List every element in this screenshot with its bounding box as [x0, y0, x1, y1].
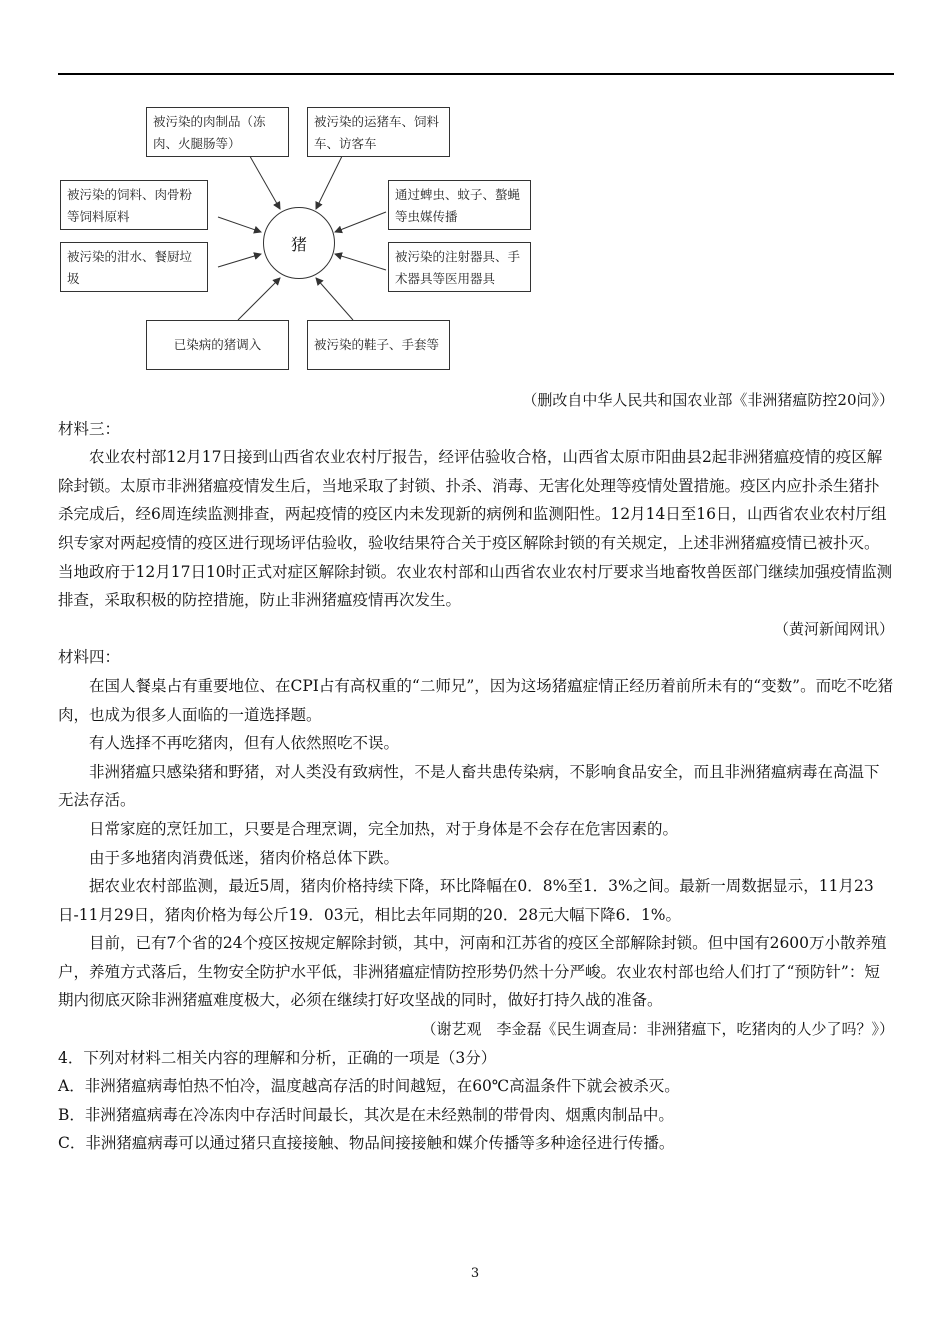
source-box-infected-pigs: 已染病的猪调入 [146, 320, 289, 370]
source-box-feed: 被污染的饲料、肉骨粉等饲料原料 [60, 180, 208, 230]
arrow-3 [218, 217, 261, 232]
transmission-diagram [58, 92, 538, 382]
material4-paragraph: 据农业农村部监测，最近5周，猪肉价格持续下降，环比降幅在0．8%至1．3%之间。最新一周数据显示，11月23日-11月29日，猪肉价格为每公斤19．03元，相比去年同期的20．28元大幅下降6．1%。 [58, 877, 874, 924]
source-box-insects: 通过蜱虫、蚊子、螯蝇等虫媒传播 [388, 180, 531, 230]
material4-paragraph: 由于多地猪肉消费低迷，猪肉价格总体下跌。 [89, 848, 400, 867]
material4-source: （谢艺观 李金磊《民生调查局：非洲猪瘟下，吃猪肉的人少了吗？》） [421, 1020, 894, 1039]
article-body [58, 386, 894, 1158]
material3-heading: 材料三： [58, 419, 121, 438]
source-box-meat: 被污染的肉制品（冻肉、火腿肠等） [146, 107, 289, 157]
source-box-vehicles: 被污染的运猪车、饲料车、访客车 [307, 107, 450, 157]
pig-center-node: 猪 [263, 207, 335, 279]
material4-paragraph: 有人选择不再吃猪肉，但有人依然照吃不误。 [89, 734, 400, 753]
arrow-4 [335, 212, 386, 232]
diagram-source: （删改自中华人民共和国农业部《非洲猪瘟防控20问》） [522, 391, 894, 409]
arrow-7 [238, 278, 280, 320]
material4-paragraph: 日常家庭的烹饪加工，只要是合理烹调，完全加热，对于身体是不会存在危害因素的。 [89, 819, 679, 838]
source-box-swill: 被污染的泔水、餐厨垃圾 [60, 242, 208, 292]
material4-paragraph: 目前，已有7个省的24个疫区按规定解除封锁，其中，河南和江苏省的疫区全部解除封锁。但中国有2600万小散养殖户，养殖方式落后，生物安全防护水平低，非洲猪瘟症情防控形势仍然十分严峻。农业农村部也给人们打了“预防针”：短期内彻底灭除非洲猪瘟难度极大，必须在继续打好攻坚战的同时，做好打持久战的准备。 [58, 934, 887, 1010]
source-box-shoes: 被污染的鞋子、手套等 [307, 320, 450, 370]
page-number: 3 [470, 1266, 480, 1281]
arrow-6 [335, 254, 386, 270]
header-rule [58, 73, 894, 75]
source-box-medical: 被污染的注射器具、手术器具等医用器具 [388, 242, 531, 292]
arrow-8 [316, 278, 353, 320]
material4-paragraph: 在国人餐桌占有重要地位、在CPI占有高权重的“二师兄”，因为这场猪瘟症情正经历着前所未有的“变数”。而吃不吃猪肉，也成为很多人面临的一道选择题。 [58, 676, 894, 724]
question-option-c: C．非洲猪瘟病毒可以通过猪只直接接触、物品间接接触和媒介传播等多种途径进行传播。 [58, 1134, 675, 1153]
question-option-b: B．非洲猪瘟病毒在冷冻肉中存活时间最长，其次是在未经熟制的带骨肉、烟熏肉制品中。 [58, 1105, 674, 1124]
material4-paragraph: 非洲猪瘟只感染猪和野猪，对人类没有致病性，不是人畜共患传染病，不影响食品安全，而且非洲猪瘟病毒在高温下无法存活。 [58, 762, 880, 810]
arrow-5 [218, 254, 261, 267]
material3-source: （黄河新闻网讯） [773, 619, 894, 638]
question-stem: 4．下列对材料二相关内容的理解和分析，正确的一项是（3分） [58, 1048, 497, 1067]
material4-heading: 材料四： [58, 648, 121, 667]
material3-paragraph: 农业农村部12月17日接到山西省农业农村厅报告，经评估验收合格，山西省太原市阳曲县2起非洲猪瘟疫情的疫区解除封锁。太原市非洲猪瘟疫情发生后，当地采取了封锁、扑杀、消毒、无害化处理等疫情处置措施。疫区内应扑杀生猪扑杀完成后，经6周连续监测排查，两起疫情的疫区内未发现新的病例和监测阳性。12月14日至16日，山西省农业农村厅组织专家对两起疫情的疫区进行现场评估验收，验收结果符合关于疫区解除封锁的有关规定，上述非洲猪瘟疫情已被扑灭。当地政府于12月17日10时正式对症区解除封锁。农业农村部和山西省农业农村厅要求当地畜牧兽医部门继续加强疫情监测排查，采取积极的防控措施，防止非洲猪瘟疫情再次发生。 [58, 448, 893, 610]
question-option-a: A．非洲猪瘟病毒怕热不怕冷，温度越高存活的时间越短，在60℃高温条件下就会被杀灭。 [58, 1077, 680, 1096]
